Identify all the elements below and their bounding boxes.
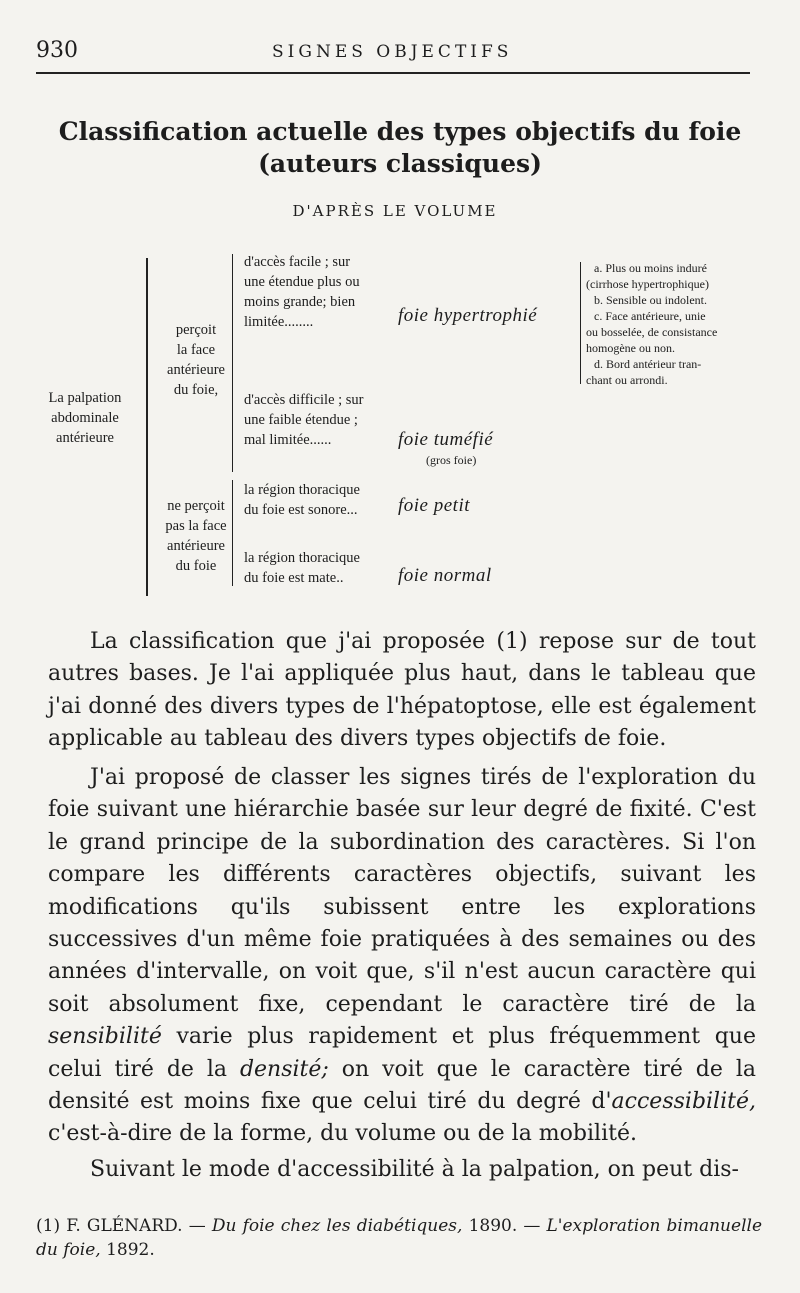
text-run: varie plus rapidement et plus fréquemment que celui tiré de la [48,1024,756,1082]
branch-line: du foie [175,558,217,574]
branch-line: du foie, [173,382,219,398]
emphasis-accessibilite: accessibilité, [611,1089,756,1115]
scheme-root-line: antérieure [56,430,114,446]
condition-line: une faible étendue ; [244,412,358,428]
branch1-brace [232,254,233,472]
condition-line: limitée........ [244,314,314,330]
branch2-brace [232,480,233,586]
emphasis-sensibilite: sensibilité [48,1024,162,1050]
section-title-line2: (auteurs classiques) [258,149,542,178]
text-run: on voit que le caractère tiré de la densité est moins fixe que celui tiré du degré d' [48,1056,756,1115]
condition-line: du foie est sonore... [244,502,358,518]
note-line: homogène ou non. [586,341,675,355]
paragraph-2 [48,762,756,1151]
note-line: b. Sensible ou indolent. [594,293,707,307]
branch-line: antérieure [167,362,225,378]
scheme-branch-perceives [156,320,236,400]
footnote-year: 1892. [106,1240,155,1260]
note-line: ou bosselée, de consistance [586,325,718,339]
note-line: (cirrhose hypertrophique) [586,277,709,291]
condition-difficult-access [244,390,364,450]
condition-line: la région thoracique [244,482,360,498]
condition-line: la région thoracique [244,550,360,566]
scheme-root-line: La palpation [48,390,122,406]
notes-brace [574,262,581,384]
type-normal: foie normal [398,565,492,586]
branch-line: antérieure [167,538,225,554]
footnote-work-title: Du foie chez les diabétiques, [211,1216,463,1236]
classification-scheme [0,0,800,640]
footnote-marker: (1) F. GLÉNARD. — [36,1216,206,1236]
branch-line: perçoit [175,322,217,338]
text-run: c'est-à-dire de la forme, du volume ou de la mobilité. [48,1121,637,1147]
section-title-line1: Classification actuelle des types objectifs du foie [58,117,742,146]
note-line: c. Face antérieure, unie [594,309,706,323]
type-small: foie petit [398,495,471,516]
scheme-root-line: abdominale [51,410,119,426]
note-line: a. Plus ou moins induré [594,261,707,275]
branch-line: la face [176,342,216,358]
note-line: d. Bord antérieur tran- [594,357,702,371]
branch-line: ne perçoit [167,498,225,514]
condition-line: mal limitée...... [244,432,332,448]
footnote-year: 1890. — [468,1216,541,1236]
condition-line: d'accès facile ; sur [244,254,351,270]
condition-sonorous [244,480,360,520]
text-run: J'ai proposé de classer les signes tirés de l'exploration du foie suivant une hiérarchie basée sur leur degré de fixité. C'est le grand principe de la subordination des caractères. Si l'on compare les différents caractères objectifs, suivant les modifications qu'ils subissent entre les explorations successives d'un même foie pratiquées à des semaines ou des années d'intervalle, on voit que, s'il n'est aucun caractère qui soit absolument fixe, cependant le caractère tiré de la [48,765,756,1017]
paragraph-text [48,762,756,1151]
paragraph-1 [48,626,756,756]
condition-dull [244,548,360,588]
running-title: SIGNES OBJECTIFS [272,42,513,62]
note-line: chant ou arrondi. [586,373,668,387]
section-subtitle: D'APRÈS LE VOLUME [292,202,498,220]
type-swollen: foie tuméfié [398,429,494,450]
condition-line: du foie est mate.. [244,570,344,586]
type-swollen-note: (gros foie) [426,453,477,467]
page-number: 930 [36,38,78,63]
condition-line: une étendue plus ou [244,274,360,290]
type-notes [586,260,717,388]
root-brace [146,258,148,596]
paragraph-text: La classification que j'ai proposée (1) repose sur de tout autres bases. Je l'ai appliquée plus haut, dans le tableau que j'ai donné des divers types de l'hépatoptose, elle est également applicable au tableau des divers types objectifs de foie. [48,629,756,752]
condition-line: moins grande; bien [244,294,356,310]
scheme-root [36,388,134,448]
emphasis-densite: densité; [239,1056,329,1082]
scheme-branch-not-perceives [154,496,238,576]
branch-line: pas la face [165,518,227,534]
paragraph-3 [48,1154,756,1186]
footnote-work-title: L'exploration bimanuelle du foie, [36,1216,762,1260]
paragraph-text: Suivant le mode d'accessibilité à la palpation, on peut dis- [90,1157,739,1182]
condition-easy-access [244,252,360,332]
type-hypertrophied: foie hypertrophié [398,305,538,326]
footnote [36,1214,762,1262]
condition-line: d'accès difficile ; sur [244,392,364,408]
